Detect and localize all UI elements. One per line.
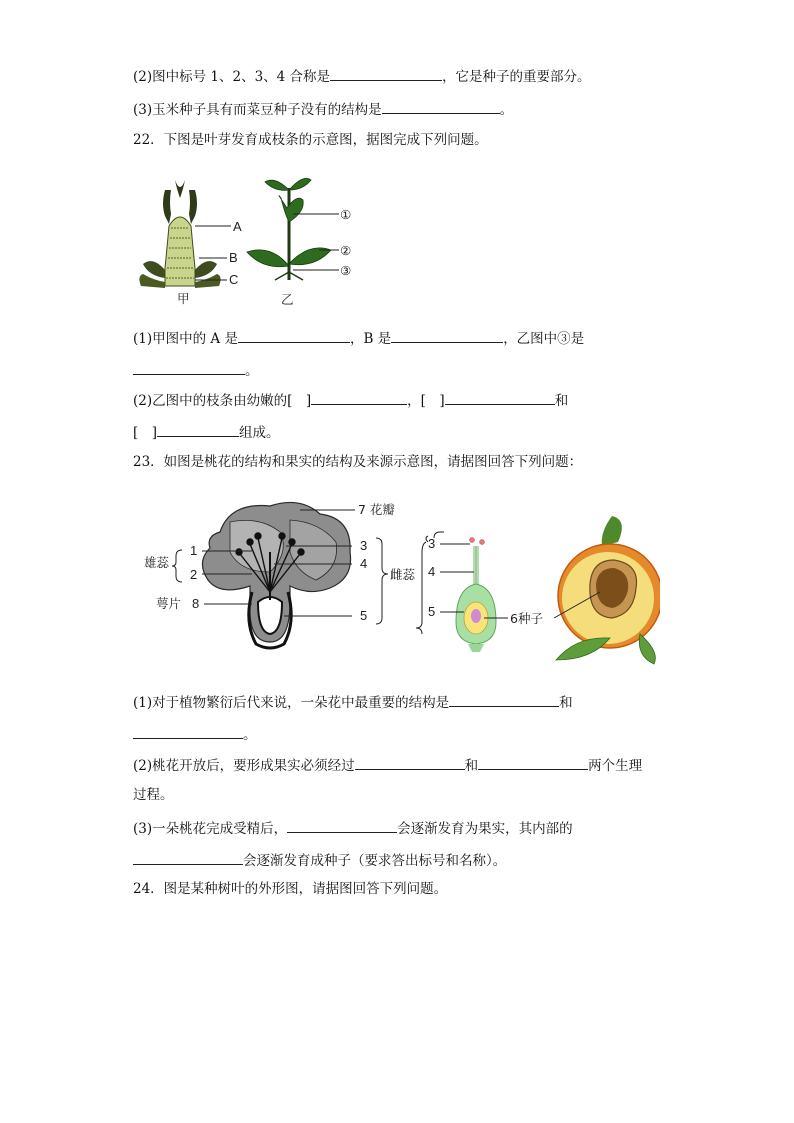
- label-stamen: 雄蕊: [144, 555, 170, 570]
- q23-part3: [133, 818, 573, 838]
- peach-fruit-diagram: [554, 516, 660, 664]
- q22-part2-text-d: [ ]: [133, 425, 158, 441]
- q22-title: 22．下图是叶芽发育成枝条的示意图，据图完成下列问题。: [133, 132, 488, 148]
- label-r4: 4: [428, 564, 436, 579]
- leaf-bud-diagram: [139, 180, 242, 306]
- q23-part1-text-a: (1)对于植物繁衍后代来说，一朵花中最重要的结构是: [133, 695, 450, 711]
- caption-yi: 乙: [281, 292, 294, 307]
- label-n4: 4: [360, 556, 368, 571]
- q23-part2-text-c: 两个生理: [588, 758, 643, 774]
- q23-part2-text-a: (2)桃花开放后，要形成果实必须经过: [133, 758, 355, 774]
- flower-diagram: [144, 502, 416, 648]
- leaf-bud-figure: [135, 168, 375, 310]
- answer-blank[interactable]: [449, 692, 559, 707]
- q23-part1-end: 。: [243, 727, 257, 743]
- q22-part2-text-b: ，[ ]: [407, 393, 445, 409]
- q22-part1-text-a: (1)甲图中的 A 是: [133, 331, 238, 347]
- answer-blank[interactable]: [238, 328, 350, 343]
- q22-part2-text-c: 和: [554, 393, 569, 409]
- q22-part1-text-c: ，乙图中③是: [503, 331, 585, 347]
- q22-part2: [133, 390, 568, 410]
- answer-blank[interactable]: [478, 755, 588, 770]
- label-sepal: 萼片: [156, 596, 182, 611]
- q22-part1-end: 。: [245, 363, 259, 379]
- peach-flower-figure: [140, 492, 660, 672]
- q23-part3-text-b: 会逐渐发育为果实，其内部的: [397, 821, 573, 837]
- label-C: C: [229, 272, 239, 287]
- q22-part2-text-e: 组成。: [239, 425, 280, 441]
- label-n5: 5: [360, 608, 368, 623]
- caption-jia: 甲: [177, 291, 190, 306]
- q22-part2-text-a: (2)乙图中的枝条由幼嫩的[ ]: [133, 393, 312, 409]
- q22-part2-cont: [133, 422, 280, 442]
- q21-part2-text-b: ，它是种子的重要部分。: [442, 69, 591, 85]
- q21-part3-text-b: 。: [499, 102, 514, 118]
- q22-part1-text-b: ，B 是: [349, 331, 392, 347]
- q24-title: 24．图是某种树叶的外形图，请据图回答下列问题。: [133, 881, 448, 897]
- pistil-diagram: [416, 532, 543, 652]
- answer-blank[interactable]: [133, 360, 245, 375]
- q23-title: 23．如图是桃花的结构和果实的结构及来源示意图，请据图回答下列问题：: [133, 454, 583, 470]
- label-n3: 3: [360, 538, 368, 553]
- q23-part1: [133, 692, 573, 712]
- q21-part2: [133, 66, 591, 86]
- label-n8: 8: [192, 596, 200, 611]
- answer-blank[interactable]: [157, 422, 239, 437]
- answer-blank[interactable]: [133, 724, 243, 739]
- q21-part3: [133, 99, 513, 119]
- label-seed: 6种子: [510, 611, 543, 626]
- answer-blank[interactable]: [133, 850, 243, 865]
- q21-part2-text-a: (2)图中标号 1、2、3、4 合称是: [133, 69, 331, 85]
- label-2: ②: [340, 243, 352, 258]
- label-pistil: 雌蕊: [390, 567, 416, 582]
- label-B: B: [229, 250, 238, 265]
- answer-blank[interactable]: [355, 755, 465, 770]
- answer-blank[interactable]: [330, 66, 442, 81]
- label-3: ③: [340, 263, 352, 278]
- label-r3: 3: [428, 536, 436, 551]
- q23-part3-text-c: 会逐渐发育成种子（要求答出标号和名称）。: [243, 853, 507, 869]
- answer-blank[interactable]: [391, 328, 503, 343]
- q23-part1-cont: [133, 724, 257, 744]
- answer-blank[interactable]: [287, 818, 397, 833]
- label-1: ①: [340, 207, 352, 222]
- q23-part2: [133, 755, 642, 775]
- answer-blank[interactable]: [382, 99, 500, 114]
- q23-part3-text-a: (3)一朵桃花完成受精后，: [133, 821, 288, 837]
- label-n2: 2: [190, 567, 198, 582]
- label-n1: 1: [190, 543, 198, 558]
- q21-part3-text-a: (3)玉米种子具有而菜豆种子没有的结构是: [133, 102, 382, 118]
- q22-part1: [133, 328, 584, 348]
- answer-blank[interactable]: [311, 390, 407, 405]
- q23-part1-text-b: 和: [559, 695, 573, 711]
- branch-diagram: [247, 178, 351, 307]
- label-petal: 7 花瓣: [358, 502, 395, 517]
- answer-blank[interactable]: [445, 390, 555, 405]
- label-r5: 5: [428, 604, 436, 619]
- q23-part2-text-b: 和: [464, 758, 479, 774]
- label-A: A: [233, 219, 242, 234]
- q23-part3-cont: [133, 850, 506, 870]
- q23-part2-cont: 过程。: [133, 787, 174, 803]
- q22-part1-cont: [133, 360, 259, 380]
